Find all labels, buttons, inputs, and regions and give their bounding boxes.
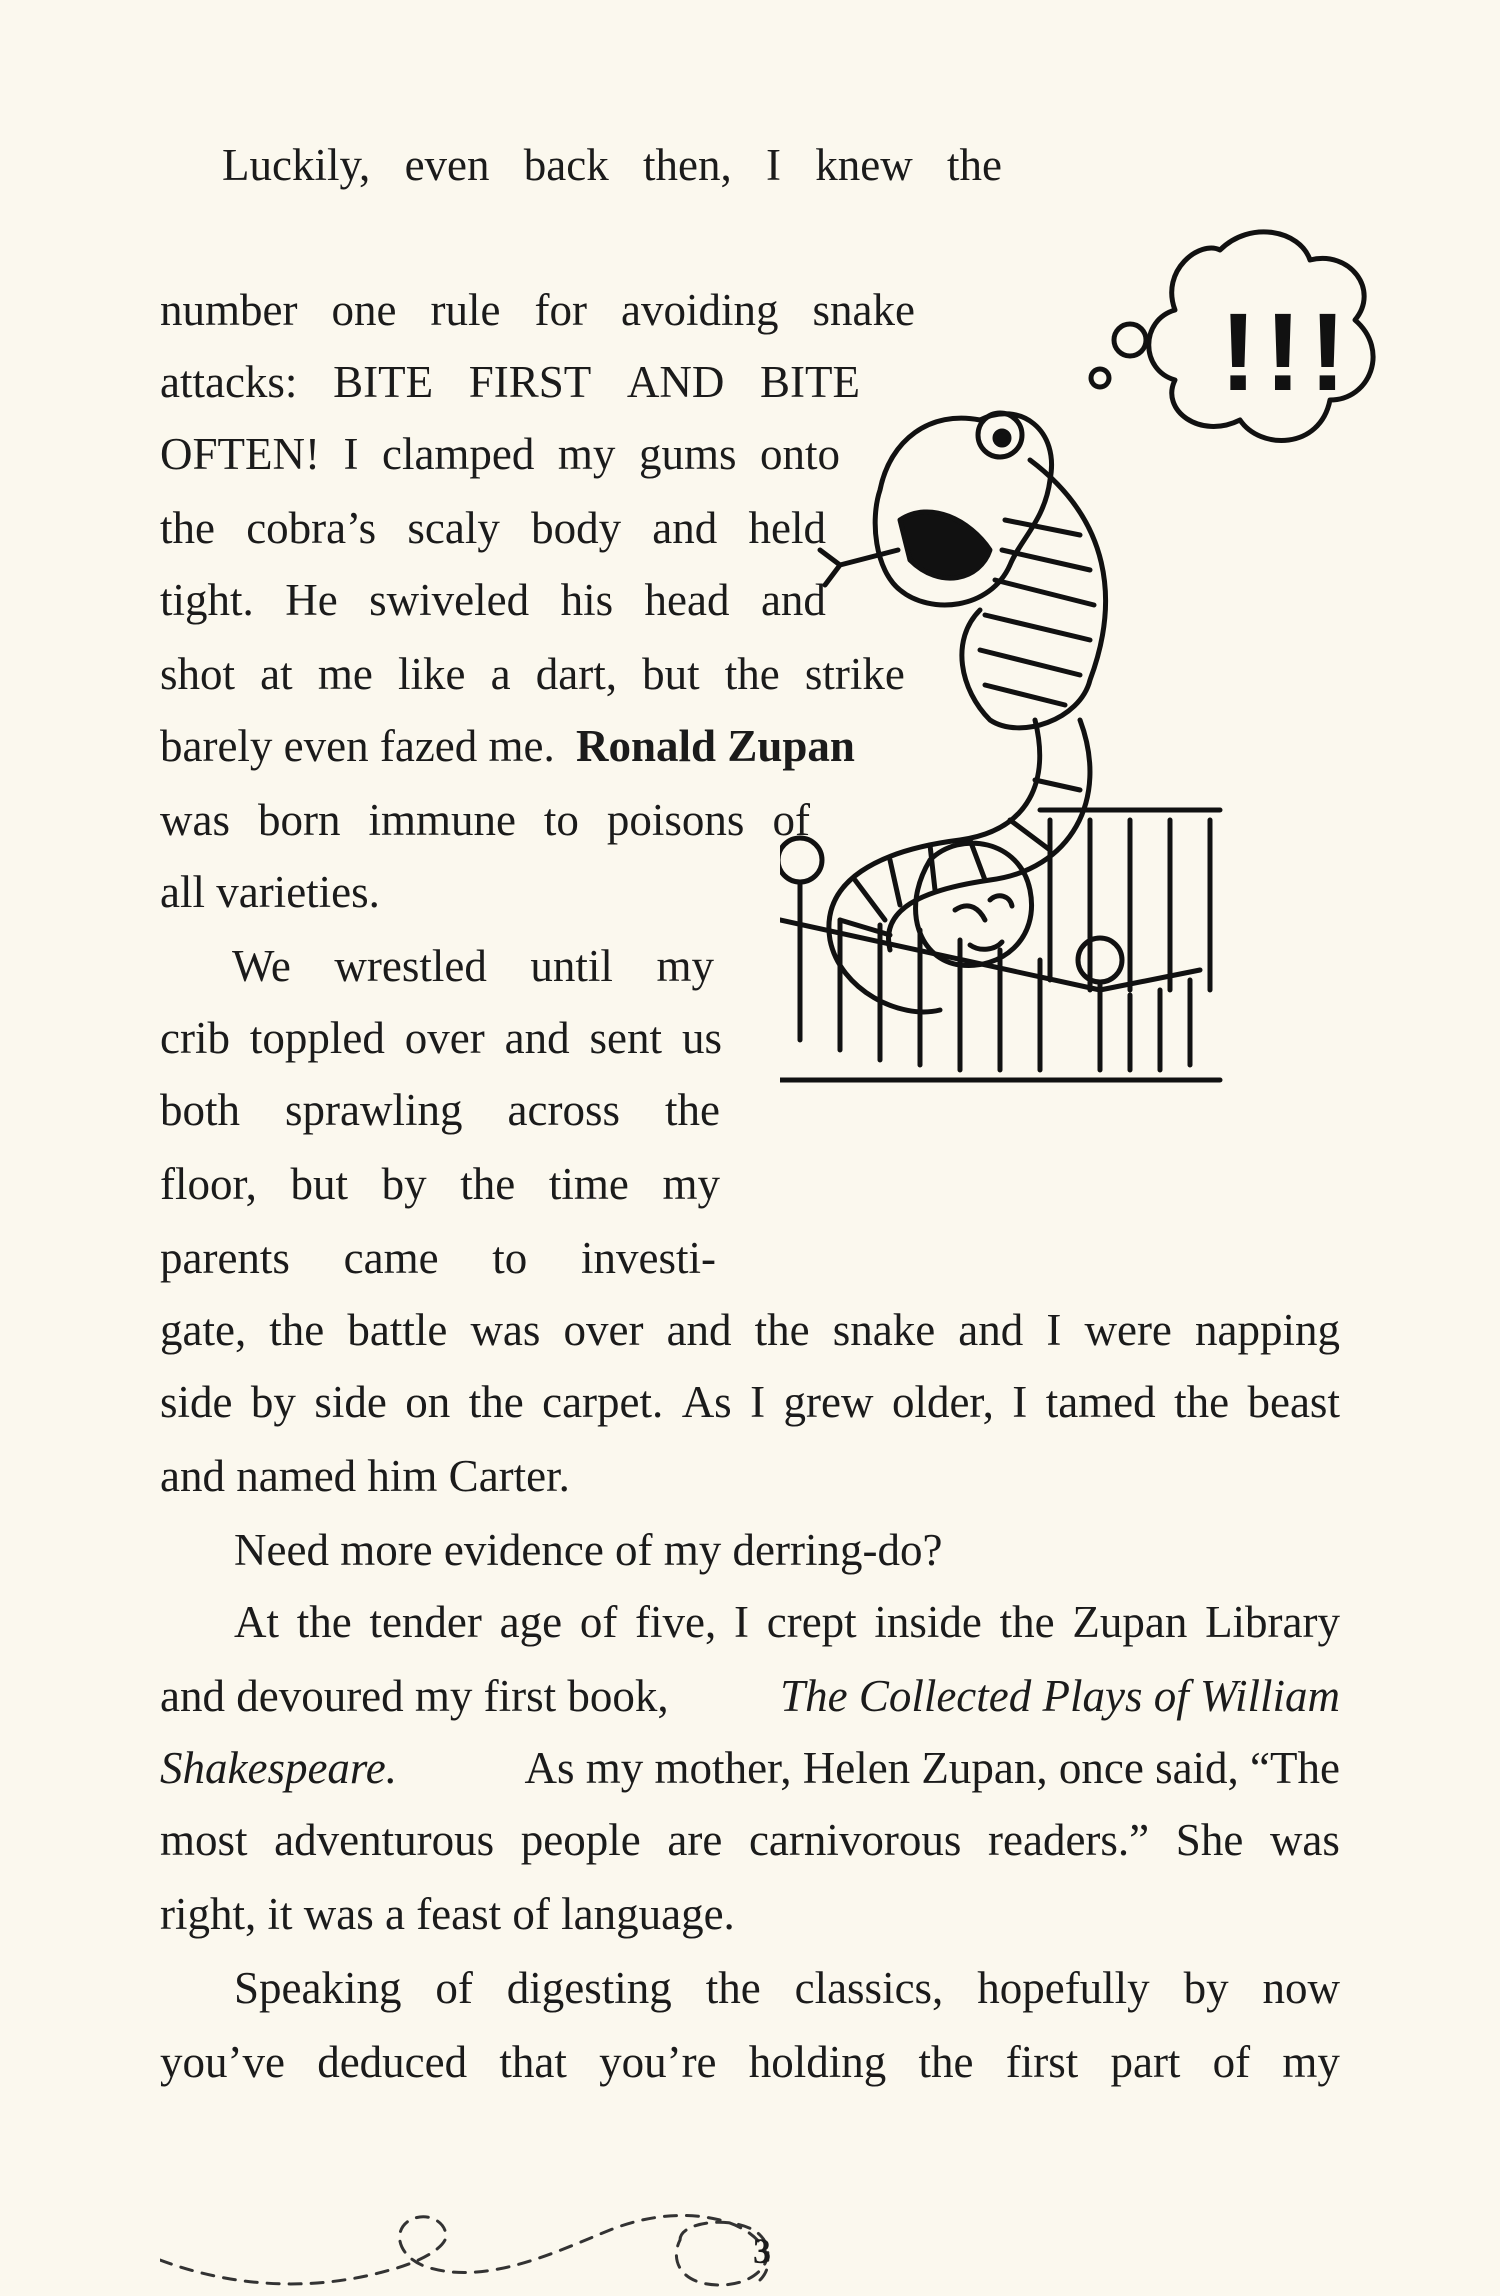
word: toppled [249, 1013, 385, 1063]
cobra-tongue [820, 550, 898, 585]
text-segment: and devoured my first book, [160, 1671, 669, 1721]
word: part [1110, 2037, 1181, 2087]
word: parents [160, 1233, 290, 1283]
word: We [232, 941, 291, 991]
word: most [160, 1815, 248, 1865]
word: strike [804, 649, 905, 699]
text-line [160, 1815, 1340, 1865]
word: Library [1205, 1597, 1340, 1647]
cobra-and-baby-in-crib-illustration [780, 220, 1420, 1220]
word: tight. [160, 575, 254, 625]
word: As [681, 1377, 732, 1427]
word: both [160, 1085, 241, 1135]
crib-post-knob [1078, 938, 1122, 982]
word: I [1012, 1377, 1028, 1427]
text-segment: barely even fazed me. [160, 721, 555, 771]
word: you’re [599, 2037, 717, 2087]
text-line [160, 503, 826, 553]
crib-front [780, 885, 1200, 1070]
word: to [492, 1233, 528, 1283]
word: one [331, 285, 397, 335]
word: adventurous [274, 1815, 495, 1865]
text-line [160, 2037, 1340, 2087]
word: his [560, 575, 614, 625]
baby-face [955, 896, 1012, 950]
thought-dot [1091, 369, 1109, 387]
word: classics, [794, 1963, 944, 2013]
text-line: Need more evidence of my derring-do? [234, 1525, 943, 1575]
word: came [343, 1233, 439, 1283]
word: a [490, 649, 511, 699]
word: of [772, 795, 810, 845]
text-line [160, 1305, 1340, 1355]
word: across [507, 1085, 620, 1135]
word: number [160, 285, 298, 335]
word: the [705, 1963, 761, 2013]
word: She [1175, 1815, 1244, 1865]
word: digesting [506, 1963, 672, 2013]
word: head [644, 575, 730, 625]
word: carpet. [542, 1377, 664, 1427]
word: wrestled [334, 941, 487, 991]
text-line [160, 1085, 720, 1135]
word: the [160, 503, 215, 553]
word: me [317, 649, 373, 699]
word: held [748, 503, 826, 553]
word: At [234, 1597, 279, 1647]
word: by [1183, 1963, 1229, 2013]
word: the [918, 2037, 974, 2087]
word: and [958, 1305, 1024, 1355]
cobra-body-stripes [840, 780, 1080, 935]
text-line [160, 1233, 716, 1283]
word: of [1212, 2037, 1251, 2087]
word: like [397, 649, 466, 699]
word: hopefully [977, 1963, 1150, 2013]
word: my [662, 1159, 720, 1209]
word: and [504, 1013, 570, 1063]
word: back [523, 140, 609, 190]
word: Zupan [1072, 1597, 1188, 1647]
word: investi- [581, 1233, 716, 1283]
text-line [234, 1597, 1340, 1647]
text-line [160, 1013, 722, 1063]
text-line [234, 1963, 1340, 2013]
word: rule [430, 285, 501, 335]
word: poisons [606, 795, 745, 845]
word: then, [643, 140, 732, 190]
word: sprawling [285, 1085, 463, 1135]
crib-post-knob [780, 838, 822, 882]
word: side [160, 1377, 233, 1427]
word: avoiding [620, 285, 779, 335]
word: dart, [535, 649, 617, 699]
word: on [405, 1377, 451, 1427]
word: tamed [1045, 1377, 1156, 1427]
word: Luckily, [222, 140, 371, 190]
book-title: Shakespeare. [160, 1743, 397, 1793]
word: are [667, 1815, 723, 1865]
word: over [404, 1013, 485, 1063]
word: gums [638, 429, 737, 479]
word: attacks: [160, 357, 298, 407]
word: to [543, 795, 579, 845]
word: the [947, 140, 1002, 190]
text-line [160, 1671, 1340, 1721]
word: beast [1247, 1377, 1340, 1427]
word: I [766, 140, 781, 190]
word: but [642, 649, 700, 699]
text-line [160, 795, 810, 845]
text-line: all varieties. [160, 867, 380, 917]
word: us [681, 1013, 722, 1063]
word: the [999, 1597, 1055, 1647]
thought-bubble-text: !!! [1220, 291, 1354, 414]
word: people [520, 1815, 641, 1865]
text-line [160, 721, 855, 771]
text-line [160, 1743, 1340, 1793]
book-title: The Collected Plays of William [780, 1671, 1340, 1721]
word: battle [347, 1305, 448, 1355]
word: five, [635, 1597, 717, 1647]
word: that [499, 2037, 567, 2087]
word: over [563, 1305, 644, 1355]
word: grew [783, 1377, 874, 1427]
word: age [499, 1597, 563, 1647]
word: the [665, 1085, 720, 1135]
text-line [160, 357, 860, 407]
word: and [652, 503, 718, 553]
word: by [381, 1159, 427, 1209]
word: you’ve [160, 2037, 285, 2087]
word: immune [368, 795, 516, 845]
word: by [250, 1377, 296, 1427]
word: for [534, 285, 587, 335]
word: knew [815, 140, 913, 190]
word: born [257, 795, 341, 845]
word: He [285, 575, 338, 625]
word: crept [766, 1597, 857, 1647]
text-line [160, 1159, 720, 1209]
word: were [1084, 1305, 1172, 1355]
word: of [435, 1963, 473, 2013]
word: the [468, 1377, 524, 1427]
word: BITE [333, 357, 434, 407]
word: cobra’s [246, 503, 377, 553]
word: BITE [759, 357, 860, 407]
cobra-pupil [995, 431, 1009, 445]
word: and [760, 575, 826, 625]
word: the [1174, 1377, 1230, 1427]
word: was [470, 1305, 541, 1355]
text-line [222, 140, 1002, 190]
word: older, [891, 1377, 994, 1427]
word: I [734, 1597, 749, 1647]
text-segment: As my mother, Helen Zupan, once said, “The [524, 1743, 1340, 1793]
word: of [579, 1597, 618, 1647]
word: first [1005, 2037, 1079, 2087]
word: OFTEN! [160, 429, 320, 479]
word: scaly [407, 503, 500, 553]
word: the [754, 1305, 810, 1355]
word: now [1262, 1963, 1340, 2013]
word: clamped [381, 429, 535, 479]
word: my [656, 941, 714, 991]
word: I [1046, 1305, 1062, 1355]
word: the [269, 1305, 325, 1355]
character-name: Ronald Zupan [576, 721, 855, 771]
text-line [160, 429, 840, 479]
word: my [1282, 2037, 1340, 2087]
word: napping [1195, 1305, 1340, 1355]
text-line: and named him Carter. [160, 1451, 570, 1501]
word: carnivorous [748, 1815, 962, 1865]
word: shot [160, 649, 236, 699]
word: I [343, 429, 359, 479]
word: snake [812, 285, 915, 335]
word: AND [626, 357, 725, 407]
word: gate, [160, 1305, 247, 1355]
page-number: 3 [753, 2231, 771, 2271]
word: but [290, 1159, 349, 1209]
word: was [1269, 1815, 1340, 1865]
word: even [404, 140, 490, 190]
word: side [314, 1377, 387, 1427]
text-line: right, it was a feast of language. [160, 1889, 735, 1939]
word: floor, [160, 1159, 257, 1209]
word: crib [160, 1013, 230, 1063]
word: onto [759, 429, 840, 479]
word: sent [589, 1013, 663, 1063]
word: Speaking [234, 1963, 402, 2013]
word: snake [832, 1305, 936, 1355]
word: body [531, 503, 622, 553]
text-line [160, 575, 826, 625]
word: was [160, 795, 230, 845]
thought-dot [1114, 324, 1146, 356]
word: the [724, 649, 780, 699]
cobra-mouth [900, 512, 990, 578]
word: swiveled [369, 575, 530, 625]
word: my [557, 429, 616, 479]
word: I [750, 1377, 766, 1427]
word: holding [748, 2037, 887, 2087]
word: inside [874, 1597, 982, 1647]
word: until [530, 941, 613, 991]
cobra-hood-stripes [980, 520, 1094, 705]
word: FIRST [468, 357, 592, 407]
text-line [160, 1377, 1340, 1427]
word: readers.” [988, 1815, 1150, 1865]
word: deduced [317, 2037, 468, 2087]
word: time [548, 1159, 629, 1209]
word: at [260, 649, 293, 699]
word: and [666, 1305, 732, 1355]
word: the [296, 1597, 352, 1647]
word: tender [369, 1597, 482, 1647]
word: the [460, 1159, 516, 1209]
text-line [232, 941, 714, 991]
